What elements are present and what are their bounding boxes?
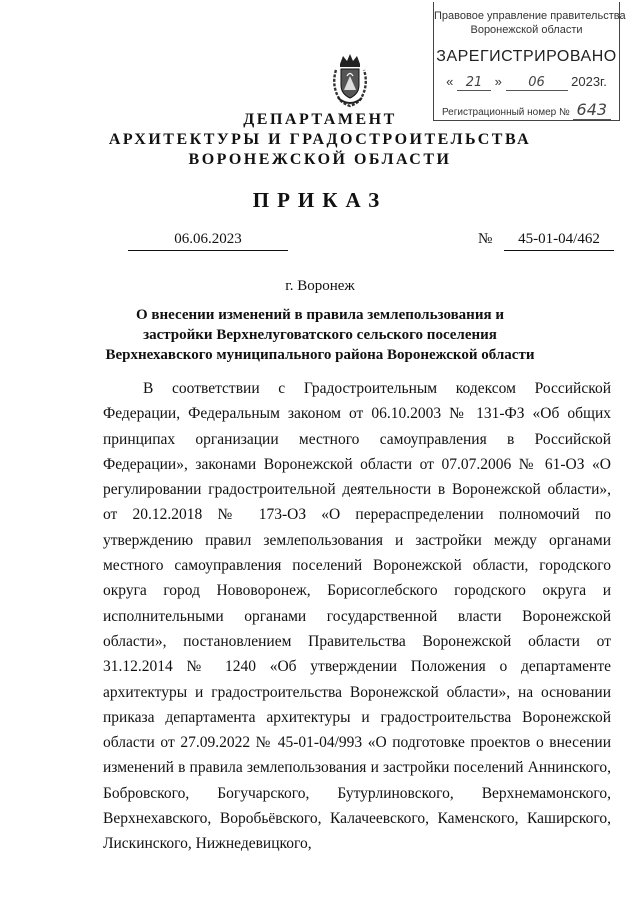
document-title: ПРИКАЗ — [252, 188, 388, 212]
department-line-3: ВОРОНЕЖСКОЙ ОБЛАСТИ — [188, 151, 452, 168]
order-subject: О внесении изменений в правила землепользования и застройки Верхнелуговатского сельского поселения Верхнехавского муниципального района Воронежской области — [105, 307, 535, 363]
coat-of-arms-emblem — [330, 52, 370, 108]
department-line-1: ДЕПАРТАМЕНТ — [243, 111, 397, 128]
stamp-reg-label: Регистрационный номер № — [441, 107, 570, 118]
stamp-year: 2023г. — [571, 74, 607, 89]
stamp-day: 21 — [457, 75, 491, 91]
registration-stamp — [433, 2, 626, 121]
department-line-2: АРХИТЕКТУРЫ И ГРАДОСТРОИТЕЛЬСТВА — [108, 131, 532, 148]
order-number: 45-01-04/462 — [504, 231, 614, 251]
stamp-open-quote: « — [446, 74, 454, 89]
stamp-close-quote: » — [494, 74, 502, 89]
stamp-month: 06 — [506, 75, 568, 91]
stamp-authority-line2: Воронежской области — [470, 24, 583, 36]
stamp-status: ЗАРЕГИСТРИРОВАНО — [436, 48, 617, 65]
stamp-reg-number: 643 — [573, 100, 612, 120]
order-number-sign: № — [478, 231, 493, 247]
body-paragraph: В соответствии с Градостроительным кодексом Российской Федерации, Федеральным законом от 06.10.2003 № 131-ФЗ «Об общих принципах организации местного самоуправления в Российской Федерации», законами Воронежской области от 07.07.2006 № 61-ОЗ «О регулировании градостроительной деятельности в Воронежской области», от 20.12.2018 № 173-ОЗ «О перераспределении полномочий по утверждению правил землепользования и застройки между органами местного самоуправления поселений Воронежской области, городского округа город Нововоронеж, Борисоглебского городского округа и исполнительными органами государственной власти Воронежской области», постановлением Правительства Воронежской области от 31.12.2014 № 1240 «Об утверждении Положения о департаменте архитектуры и градостроительства Воронежской области», на основании приказа департамента архитектуры и градостроительства Воронежской области от 27.09.2022 № 45-01-04/993 «О подготовке проектов о внесении изменений в правила землепользования и застройки поселений Аннинского, Бобровского, Богучарского, Бутурлиновского, Верхнемамонского, Верхнехавского, Воробьёвского, Калачеевского, Каменского, Каширского, Лискинского, Нижнедевицкого, — [103, 380, 611, 853]
order-date: 06.06.2023 — [128, 231, 288, 251]
city: г. Воронеж — [285, 278, 355, 294]
stamp-date — [434, 74, 619, 91]
stamp-authority-line1: Правовое управление правительства — [434, 10, 626, 22]
